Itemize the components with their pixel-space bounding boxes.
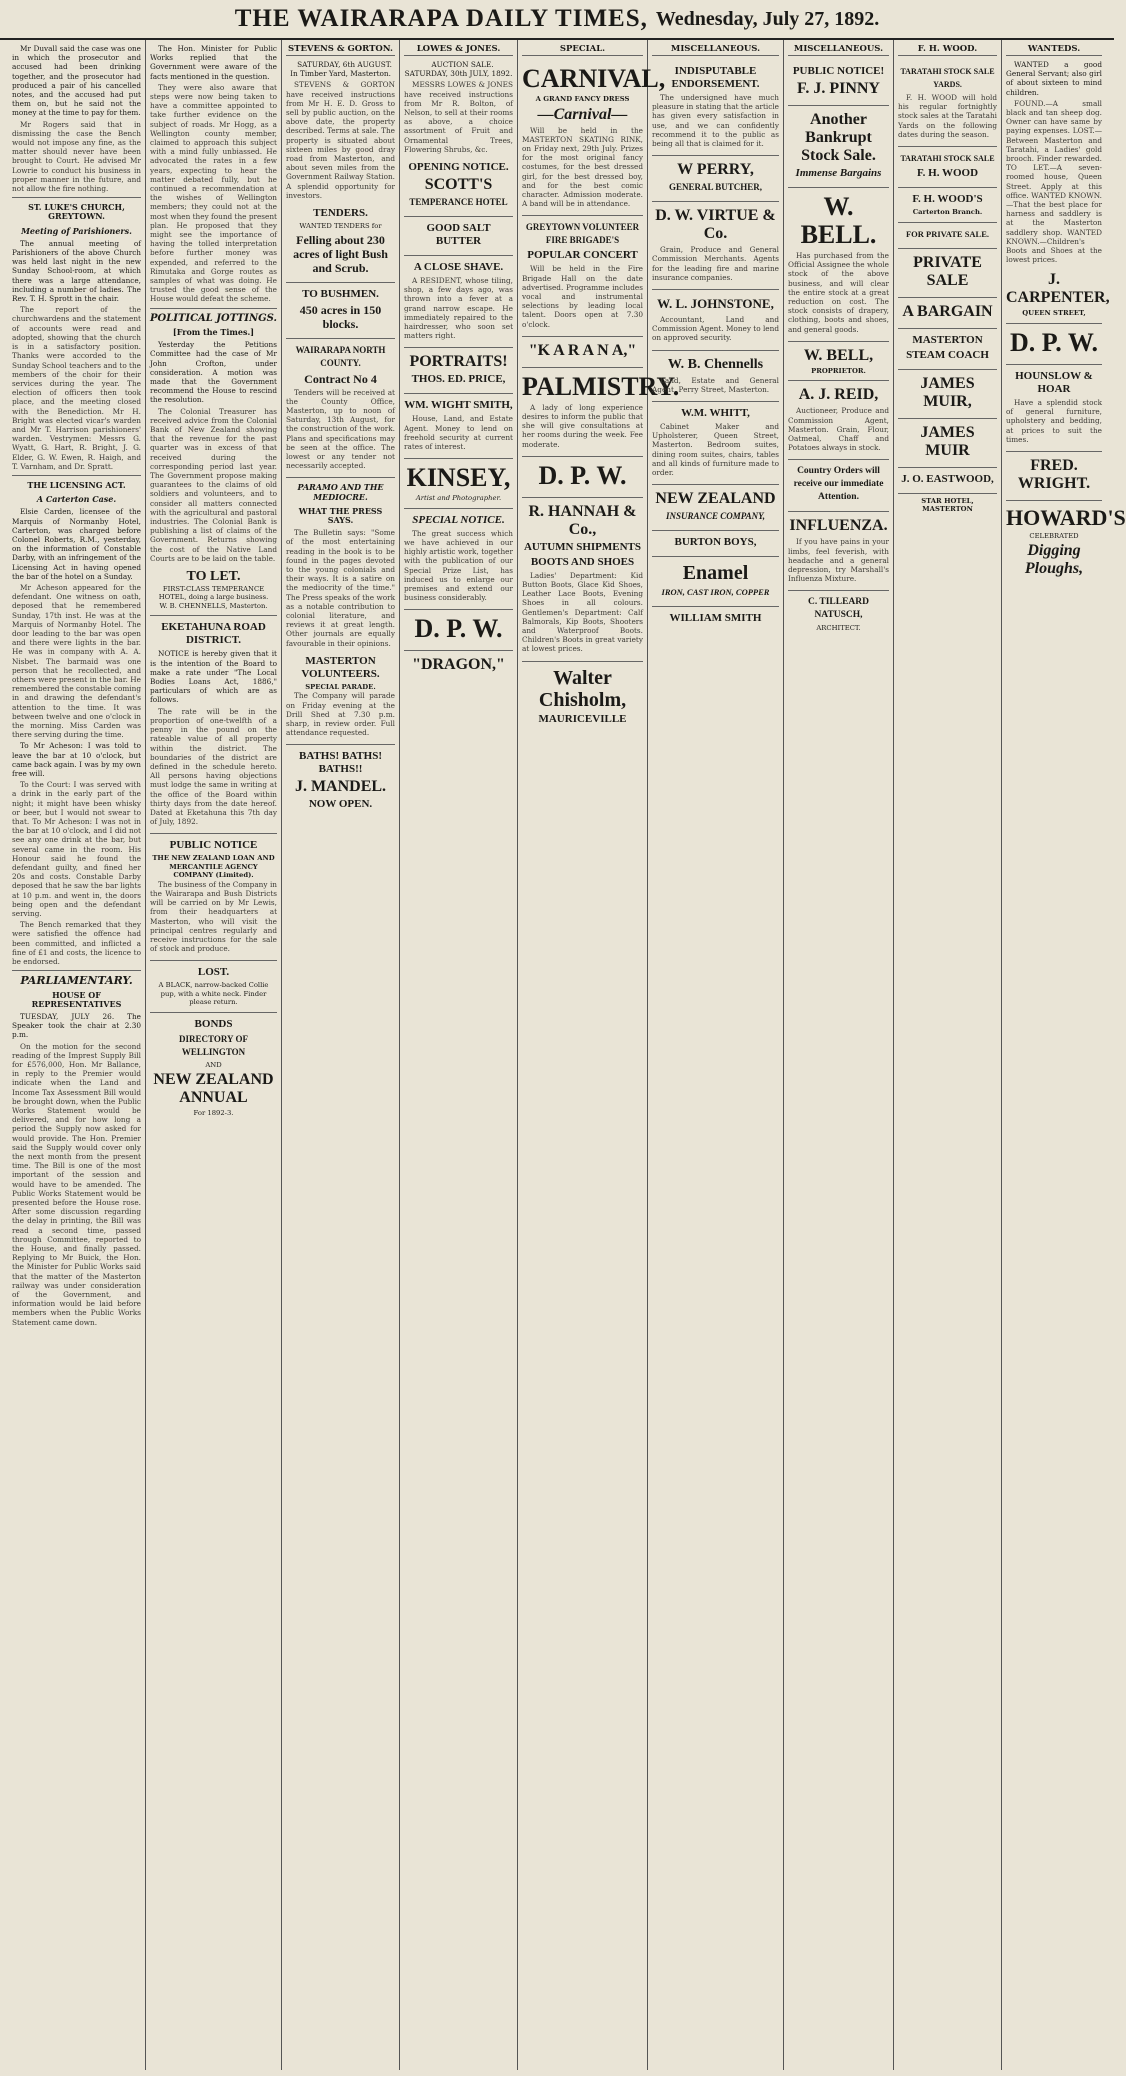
advert-text: THE NEW ZEALAND LOAN AND MERCANTILE AGENCY COMPANY (Limited).: [152, 854, 275, 880]
advert-heading: PORTRAITS!: [409, 353, 508, 371]
advert-text: BOOTS AND SHOES: [530, 555, 635, 568]
advert-text: WANTED TENDERS for: [299, 222, 382, 231]
advert-directory: [150, 1013, 277, 1123]
article-heading: PARAMO AND THE MEDIOCRE.: [297, 482, 384, 502]
advert-heading: W.M. WHITT,: [681, 407, 750, 420]
advert-to-let: [150, 565, 277, 617]
column-heading: F. H. WOOD.: [898, 44, 997, 56]
advert-nz-insurance: [652, 485, 779, 531]
advert-heading: TO LET.: [186, 568, 241, 584]
advert-text: ARCHITECT.: [816, 624, 861, 633]
advert-heading: BONDS: [194, 1017, 233, 1030]
masthead-date: Wednesday, July 27, 1892.: [655, 7, 880, 30]
advert-text: F. H. WOOD: [916, 167, 979, 180]
advert-heading: A. J. REID,: [798, 386, 879, 404]
advert-text: TEMPERANCE HOTEL: [409, 197, 508, 208]
advert-heading: Country Orders will receive our immediate Attention.: [793, 466, 884, 503]
advert-muir-2: [898, 419, 997, 468]
columns: [8, 40, 1126, 2070]
article-subheading: HOUSE OF REPRESENTATIVES: [31, 989, 122, 1009]
column-2: The Hon. Minister for Public Works replied that the Government were aware of the facts mentioned in the question. They were also aware that steps were now being taken to have a committee appointed to take further evidence on the subject of roads. Mr Hogg, as a Wellington county member, claimed to approach this subject with a mind fully unbiassed. He advocated the rates in a few years, expecting to hear the matter debated fully, but he continued a recommendation at the wishes of Wellington members; they could not at the most when they found the present plan. He proposed that they might see the importance of having the tolled interpretation before further money was expended, and referred to the Rimutaka and Gorge routes as samples of what was doing. He trusted the good sense of the House would defeat the scheme. POLITICAL JOTTINGS. [From the Times.] Yesterday the Petitions Committee had the case of Mr John Crofton, under consideration. A motion was made that the Government recommend the House to rescind the resolution. The Colonial Treasurer has received advice from the Colonial Bank of New Zealand showing that the revenue for the past quarter was in excess of that received during the corresponding period last year. The Government propose making guarantees to the claims of old soldiers and volunteers, and to consider all matters connected with the agricultural and pastoral industries. The Colonial Bank is publishing a list of claims of the Government. Returns showing the cost of the Native Land Courts are to be laid on the table. TO LET. FIRST-CLASS TEMPERANCE HOTEL, doing a large business. W. B. CHENNELLS, Masterton. EKETAHUNA ROAD DISTRICT. NOTICE is hereby given that it is the intention of the Board to make a rate under "The Local Bodies Loans Act, 1886," particulars of which are as follows. The rate will be in the proportion of one-twelfth of a penny in the pound on the rateable value of all property within the district. The boundaries of the district are defined in the schedule hereto. All persons having objections must lodge the same in writing at the office of the Board within thirty days from the date hereof. Dated at Eketahuna this 7th day of July, 1892. PUBLIC NOTICE THE NEW ZEALAND LOAN AND MERCANTILE AGENCY COMPANY (Limited). The business of the Company in the Wairarapa and Bush Districts will be carried on by Mr Lewis, from their headquarters at Masterton, who will visit the principal centres regularly and receive instructions for the sale of stock and produce. LOST. A BLACK, narrow-backed Collie pup, with a white neck. Finder please return. BONDS DIRECTORY OF WELLINGTON AND NEW ZEALAND ANNUAL For 1892-3.: [146, 40, 282, 2070]
article-heading: ST. LUKE'S CHURCH, GREYTOWN.: [28, 202, 125, 222]
advert-chisholm: [522, 662, 643, 733]
advert-heading: Walter Chisholm,: [538, 666, 627, 711]
article-subheading: A Carterton Case.: [36, 494, 117, 505]
advert-text: —Carnival—: [537, 105, 628, 123]
advert-butter: [404, 217, 513, 256]
advert-chennells: W. B. Chennells Land, Estate and General Agent, Perry Street, Masterton.: [652, 351, 779, 402]
advert-heading: Another Bankrupt Stock Sale.: [801, 111, 876, 164]
advert-heading: EKETAHUNA ROAD DISTRICT.: [161, 621, 266, 647]
column-heading: WANTEDS.: [1006, 44, 1102, 56]
advert-heading: J. O. EASTWOOD,: [901, 472, 994, 485]
advert-private-sale-1: [898, 223, 997, 249]
advert-heading: CARNIVAL,: [522, 64, 666, 93]
advert-dpw-2: [522, 457, 643, 498]
advert-influenza: INFLUENZA. If you have pains in your limbs, feel feverish, with headache and a general depression, try Marshall's Influenza Mixture.: [788, 512, 889, 591]
advert-text: Contract No 4: [304, 371, 377, 386]
advert-text: Immense Bargains: [795, 167, 882, 179]
masthead: [0, 0, 1114, 40]
advert-bargain: [898, 298, 997, 329]
advert-heading: BATHS! BATHS! BATHS!!: [298, 750, 383, 776]
advert-country-orders: [788, 460, 889, 512]
advert-text: F. J. PINNY: [797, 80, 880, 97]
advert-private-sale-2: [898, 249, 997, 298]
advert-county: WAIRARAPA NORTH COUNTY. Contract No 4 Tenders will be received at the County Office, Masterton, up to noon of Saturday, 13th August, for the construction of the work. Plans and specifications may be seen at the office. The lowest or any tender not necessarily accepted.: [286, 339, 395, 479]
article-heading: PARLIAMENTARY.: [20, 974, 133, 988]
advert-heading: W. L. JOHNSTONE,: [657, 296, 774, 312]
column-9: WANTEDS. WANTED a good General Servant; also girl of about sixteen to mind children. FOUND.—A small black and tan sheep dog. Owner can have same by paying expenses. LOST.—Between Masterton and Taratahi, a Ladies' gold brooch. Finder rewarded. TO LET.—A seven-roomed house, Queen Street. Apply at this office. WANTED KNOWN.—That the best place for harness and saddlery is at the Masterton saddlery shop. WANTED KNOWN.—Children's Boots and Shoes at the lowest prices. J. CARPENTER, QUEEN STREET, D. P. W. HOUNSLOW & HOAR Have a splendid stock of general furniture, upholstery and bedding, at prices to suit the times. FRED. WRIGHT. HOWARD'S CELEBRATED Digging Ploughs,: [1002, 40, 1106, 2070]
advert-wood-carterton: [898, 188, 997, 223]
advert-heading: WILLIAM SMITH: [669, 612, 762, 625]
article-body: Mr Rogers said that in dismissing the case the Bench would not impose any fine, as the matter should never have been brought to Court. He advised Mr Lowrie to conduct his business in proper manner in the future, and not allow the fire nothing.: [12, 119, 141, 194]
advert-eastwood: [898, 468, 997, 494]
advert-volunteers: MASTERTON VOLUNTEERS. SPECIAL PARADE. The Company will parade on Friday evening at the Drill Shed at 7.30 p.m. sharp, in review order. Full attendance requested.: [286, 650, 395, 746]
advert-scotts-hotel: [404, 156, 513, 217]
advert-text: Digging Ploughs,: [1024, 542, 1084, 578]
advert-endorsement: INDISPUTABLE ENDORSEMENT. The undersigned have much pleasure in stating that the article has given every satisfaction in use, and we can confidently recommend it to the public as being all that is claimed for it.: [652, 60, 779, 156]
advert-heading: KINSEY,: [406, 463, 511, 493]
advert-text: For 1892-3.: [193, 1109, 234, 1118]
advert-heading: GREYTOWN VOLUNTEER FIRE BRIGADE'S: [525, 222, 640, 246]
advert-text: NOTICE is hereby given that it is the intention of the Board to make a rate under "The Local Bodies Loans Act, 1886," particulars of which are as follows.: [150, 649, 277, 705]
advert-text: MAURICEVILLE: [538, 712, 627, 725]
advert-bell-proprietor: [788, 342, 889, 382]
advert-text: W. B. CHENNELLS, Masterton.: [159, 601, 268, 610]
advert-close-shave: A CLOSE SHAVE. A RESIDENT, whose tiling, shop, a few days ago, was thrown into a fever at a grand narrow escape. He immediately repaired to the hairdresser, who soon set matters right.: [404, 256, 513, 348]
advert-muir: [898, 370, 997, 419]
advert-text: Carterton Branch.: [912, 208, 983, 217]
advert-heading: MASTERTON VOLUNTEERS.: [301, 654, 380, 680]
advert-text: CELEBRATED: [1029, 531, 1079, 540]
advert-heading: D. P. W.: [414, 614, 503, 644]
advert-heading: INFLUENZA.: [789, 517, 888, 535]
advert-heading: TENDERS.: [313, 207, 368, 220]
advert-bushmen: [286, 283, 395, 339]
advert-dragon: [404, 651, 513, 681]
article-body: Elsie Carden, licensee of the Marquis of Normanby Hotel, Carterton, was charged before Colonel Roberts, R.M., yesterday, on the information of Constable Darby, with an infringement of the Licensing Act in having opened the bar of the hotel on a Sunday.: [12, 507, 141, 581]
advert-text: SPECIAL PARADE.: [305, 682, 376, 691]
advert-heading: Enamel: [682, 562, 749, 585]
advert-tenders: [286, 202, 395, 283]
column-3: STEVENS & GORTON. SATURDAY, 6th AUGUST. In Timber Yard, Masterton. STEVENS & GORTON have received instructions from Mr H. E. D. Gross to sell by public auction, on the above date, the property described. Terms at sale. The property is situated about sixteen miles by good dray road from Masterton, and about seven miles from the Government Railway Station. A splendid opportunity for investors. TENDERS. WANTED TENDERS for Felling about 230 acres of light Bush and Scrub. TO BUSHMEN. 450 acres in 150 blocks. WAIRARAPA NORTH COUNTY. Contract No 4 Tenders will be received at the County Office, Masterton, up to noon of Saturday, 13th August, for the construction of the work. Plans and specifications may be seen at the office. The lowest or any tender not necessarily accepted. PARAMO AND THE MEDIOCRE. WHAT THE PRESS SAYS. The Bulletin says: "Some of the most entertaining reading in the book is to be found in the pages devoted to the young colonials and their ways. It is a satire on the mediocrity of the time." The Press speaks of the work as a notable contribution to colonial literature, and reviews it at great length. Other journals are equally favourable in their opinions. MASTERTON VOLUNTEERS. SPECIAL PARADE. The Company will parade on Friday evening at the Drill Shed at 7.30 p.m. sharp, in review order. Full attendance requested. BATHS! BATHS! BATHS!! J. MANDEL. NOW OPEN.: [282, 40, 400, 2070]
column-7: [784, 40, 894, 2070]
advert-carnival: CARNIVAL, A GRAND FANCY DRESS —Carnival— Will be held in the MASTERTON SKATING RINK, on Friday next, 29th July. Prizes for the most original fancy costumes, for the best dressed girl, for the best dressed boy, and for the best comic character. Admission moderate. A band will be in attendance.: [522, 60, 643, 216]
advert-dpw-3: [1006, 324, 1102, 365]
advert-sale-yards: TARATAHI STOCK SALE YARDS. F. H. WOOD will hold his regular fortnightly stock sales at the Taratahi Yards on the following dates during the season.: [898, 60, 997, 147]
advert-heading: WAIRARAPA NORTH COUNTY.: [295, 344, 386, 368]
advert-text: A GRAND FANCY DRESS: [535, 95, 630, 103]
advert-bell: W. BELL. Has purchased from the Official Assignee the whole stock of the above business, and will clear the entire stock at a great reduction on cost. The stock consists of drapery, clothing, boots and shoes, and general goods.: [788, 188, 889, 342]
advert-enamel: [652, 557, 779, 607]
advert-text: 450 acres in 150 blocks.: [299, 302, 382, 331]
advert-heading: TARATAHI STOCK SALE: [900, 154, 995, 164]
advert-heading: JAMES MUIR,: [920, 374, 975, 410]
column-heading: MISCELLANEOUS.: [652, 44, 779, 56]
advert-hounslow: HOUNSLOW & HOAR Have a splendid stock of general furniture, upholstery and bedding, at prices to suit the times.: [1006, 365, 1102, 452]
article-heading: POLITICAL JOTTINGS.: [150, 312, 277, 324]
column-heading: STEVENS & GORTON.: [287, 44, 393, 54]
column-heading: MISCELLANEOUS.: [788, 44, 889, 56]
advert-heading: TARATAHI STOCK SALE YARDS.: [900, 67, 995, 89]
advert-text: FIRST-CLASS TEMPERANCE HOTEL, doing a large business.: [158, 584, 269, 602]
advert-johnstone: W. L. JOHNSTONE, Accountant, Land and Commission Agent. Money to lend on approved security.: [652, 290, 779, 351]
advert-special-notice: SPECIAL NOTICE. The great success which we have achieved in our highly artistic work, together with the publication of our Special Prize List, has induced us to enlarge our premises and extend our business considerably.: [404, 509, 513, 611]
advert-text: QUEEN STREET,: [1022, 309, 1086, 318]
advert-hannah: R. HANNAH & Co., AUTUMN SHIPMENTS BOOTS AND SHOES Ladies' Department: Kid Button Boots, Glace Kid Shoes, Leather Lace Boots, Evening Shoes in all colours. Gentlemen's Department: Calf Balmorals, Kip Boots, Shooters and Waterproof Boots. Children's Boots in great variety at lowest prices.: [522, 498, 643, 662]
article-subheading: Meeting of Parishioners.: [21, 225, 132, 236]
article-lead: Mr Duvall said the case was one in which the prosecutor and accused had been drinking together, and the prosecutor had produced a pair of his cancelled notes, and the accused had put them on, but he said not the money at the time to pay for them.: [12, 44, 141, 118]
advert-heading: J. CARPENTER,: [1006, 271, 1110, 307]
article-heading: THE LICENSING ACT.: [27, 479, 126, 490]
advert-william-smith: [652, 607, 779, 632]
advert-heading: HOUNSLOW & HOAR: [1015, 369, 1093, 395]
advert-text: IRON, CAST IRON, COPPER: [661, 587, 770, 598]
advert-heading: WM. WIGHT SMITH,: [404, 399, 513, 412]
column-6: [648, 40, 784, 2070]
advert-text: DIRECTORY OF WELLINGTON: [179, 1033, 248, 1057]
advert-whitt: W.M. WHITT, Cabinet Maker and Upholsterer, Queen Street, Masterton. Bedroom suites, dining room suites, chairs, tables and all kinds of furniture made to order.: [652, 402, 779, 485]
advert-text: PROPRIETOR.: [811, 366, 866, 375]
advert-text: THOS. ED. PRICE,: [411, 373, 506, 386]
advert-heading: "DRAGON,": [412, 656, 505, 674]
article-body: The annual meeting of Parishioners of the above Church was held last night in the new Sunday School-room, at which there was a large attendance, including a number of ladies. The Rev. T. H. Sprott in the chair.: [12, 238, 141, 304]
advert-text: A BLACK, narrow-backed Collie pup, with a white neck. Finder please return.: [158, 981, 269, 1007]
advert-heading: W. BELL,: [803, 346, 874, 364]
advert-heading: D. P. W.: [1010, 327, 1098, 357]
advert-lost: [150, 961, 277, 1013]
advert-text: AUCTION SALE. SATURDAY, 30th JULY, 1892.: [404, 60, 513, 79]
advert-heading: STAR HOTEL, MASTERTON: [921, 496, 974, 514]
advert-text: NOW OPEN.: [308, 798, 373, 811]
column-5: [518, 40, 680, 2070]
advert-heading: MASTERTON: [912, 333, 983, 346]
article-lead: The Hon. Minister for Public Works replied that the Government were aware of the facts mentioned in the question.: [150, 44, 277, 81]
advert-heading: R. HANNAH & Co.,: [528, 502, 637, 538]
article-subheading: WHAT THE PRESS SAYS.: [298, 505, 383, 525]
advert-text: Artist and Photographer.: [415, 494, 502, 503]
advert-road-district: EKETAHUNA ROAD DISTRICT. NOTICE is hereby given that it is the intention of the Board to make a rate under "The Local Bodies Loans Act, 1886," particulars of which are as follows. The rate will be in the proportion of one-twelfth of a penny in the pound on the rateable value of all property within the district. The boundaries of the district are defined in the schedule hereto. All persons having objections must lodge the same in writing at the office of the Board within thirty days from the date hereof. Dated at Eketahuna this 7th day of July, 1892.: [150, 616, 277, 834]
advert-portraits: [404, 348, 513, 394]
advert-text: Felling about 230 acres of light Bush and Scrub.: [293, 232, 388, 275]
article-subheading: [From the Times.]: [172, 326, 255, 337]
advert-perry: [652, 156, 779, 202]
advert-wight-smith: WM. WIGHT SMITH, House, Land, and Estate Agent. Money to lend on freehold security at current rates of interest.: [404, 394, 513, 459]
advert-text: J. MANDEL.: [294, 778, 387, 796]
advert-heading: BURTON BOYS,: [674, 536, 757, 549]
advert-star-hotel: [898, 494, 997, 519]
advert-heading: W PERRY,: [677, 161, 754, 179]
article-body: Yesterday the Petitions Committee had the case of Mr John Crofton, under consideration. A motion was made that the Government recommend the House to rescind the resolution.: [150, 340, 277, 405]
advert-carpenter: [1006, 266, 1110, 324]
advert-heading: HOWARD'S: [1006, 504, 1126, 530]
advert-heading: FOR PRIVATE SALE.: [905, 228, 990, 239]
advert-text: SCOTT'S: [424, 176, 493, 194]
advert-heading: D. P. W.: [538, 460, 627, 490]
advert-howards: [1006, 501, 1126, 586]
advert-heading: FRED. WRIGHT.: [1017, 456, 1091, 492]
advert-heading: PRIVATE SALE: [913, 253, 982, 289]
advert-heading: LOST.: [197, 966, 230, 979]
advert-heading: SPECIAL NOTICE.: [412, 513, 505, 526]
advert-dpw: [404, 610, 513, 651]
advert-text: GENERAL BUTCHER,: [668, 182, 763, 193]
advert-kinsey: [404, 459, 513, 509]
article-body: To Mr Acheson: I was told to leave the bar at 10 o'clock, but came back again. I was by my own free will.: [12, 741, 141, 779]
advert-heading: A CLOSE SHAVE.: [413, 261, 504, 274]
advert-heading: W. B. Chennells: [667, 356, 764, 372]
advert-fred-wright: [1006, 452, 1102, 501]
advert-heading: F. H. WOOD'S: [912, 193, 983, 206]
column-heading: LOWES & JONES.: [404, 44, 513, 56]
column-1: Mr Duvall said the case was one in which the prosecutor and accused had been drinking together, and the prosecutor had produced a pair of his cancelled notes, and the accused had put them on, but he said not the money at the time to pay for them. Mr Rogers said that in dismissing the case the Bench would not impose any fine, as the matter should never have been brought to Court. He advised Mr Lowrie to conduct his business in proper manner in the future, and not allow the fire nothing. ST. LUKE'S CHURCH, GREYTOWN. Meeting of Parishioners. The annual meeting of Parishioners of the above Church was held last night in the new Sunday School-room, at which there was a large attendance, including a number of ladies. The Rev. T. H. Sprott in the chair. The report of the churchwardens and the statement of accounts were read and adopted, showing that the church is in a satisfactory position. Thanks were accorded to the Sunday School teachers and to the members of the choir for their services during the year. The election of officers then took place, and the meeting closed with the Benediction. Mr H. Bright was elected vicar's warden and Mr T. Harrison parishioners' warden. Vestrymen: Messrs G. Wyatt, G. Hart, R. Bright, J. G. Elder, G. W. Ewen, R. Haigh, and T. Varnham, and Dr. Spratt. THE LICENSING ACT. A Carterton Case. Elsie Carden, licensee of the Marquis of Normanby Hotel, Carterton, was charged before Colonel Roberts, R.M., yesterday, on the information of Constable Darby, with an infringement of the Licensing Act in having opened the bar of the hotel on a Sunday. Mr Acheson appeared for the defendant. One witness on oath, deposed that he remembered Sunday, 17th inst. He was at the Marquis of Normanby Hotel. The door leading to the bar was open and there were lights in the bar. He was in company with A. A. Nisbet. The barmaid was one person that he recollected, and others were present in the bar. He remembered the constable coming in and drawing the defendant's attention to the time. It was between twelve and one o'clock in the morning. Miss Carden was there serving during the time. To Mr Acheson: I was told to leave the bar at 10 o'clock, but came back again. I was by my own free will. To the Court: I was served with a drink in the early part of the night; it might have been whisky or beer, but I would not swear to that. To Mr Acheson: I was not in the bar at 10 o'clock, and I did not see any one drink at the bar, but several came in the room. His Honour said he found the defendant guilty, and fined her 20s and costs. Constable Darby deposed that he saw the bar lights at 10 p.m. and went in, the doors being open and the defendant serving. The Bench remarked that they were satisfied the offence had been committed, and inflicted a fine of £1 and costs, the licence to be endorsed. PARLIAMENTARY. HOUSE OF REPRESENTATIVES TUESDAY, JULY 26. The Speaker took the chair at 2.30 p.m. On the motion for the second reading of the Imprest Supply Bill for £576,000, Hon. Mr Ballance, in reply to the Premier would indicate when the Land and Income Tax Assessment Bill would be brought down, when the Public Works Statement would be delivered, and for how long a period the Supply now asked for would provide. The Hon. Premier said the Supply would cover only the next month from the present time. The Bill is one of the most important of the session and would have to be amended. The Public Works Statement would be presented before the House rose. After some discussion regarding the delay in printing, the Bill was read a second time, passed through Committee, reported to the House, and finally passed. Replying to Mr Buick, the Hon. the Minister for Public Works said that the matter of the Masterton railway was under consideration of the Government, and information would be laid before members when the Public Works Statement came down.: [8, 40, 146, 2070]
advert-text: STEAM COACH: [906, 348, 989, 361]
column-heading: SPECIAL.: [522, 44, 643, 56]
advert-text: NEW ZEALAND ANNUAL: [153, 1071, 274, 1107]
advert-heading: C. TILLEARD NATUSCH,: [807, 597, 870, 621]
advert-heading: "K A R A N A,": [528, 341, 637, 359]
advert-baths: [286, 745, 395, 818]
advert-text: AUTUMN SHIPMENTS: [523, 540, 642, 553]
advert-palmistry: PALMISTRY. A lady of long experience desires to inform the public that she will give consultations at her rooms during the week. Fee moderate.: [522, 368, 643, 457]
advert-heading: OPENING NOTICE.: [408, 161, 509, 174]
advert-heading: TO BUSHMEN.: [302, 287, 379, 300]
advert-steam-coach: [898, 329, 997, 370]
article-body: TUESDAY, JULY 26. The Speaker took the chair at 2.30 p.m.: [12, 1011, 141, 1040]
advert-text: AND: [205, 1060, 222, 1069]
advert-heading: GOOD SALT BUTTER: [426, 222, 491, 248]
advert-heading: INDISPUTABLE ENDORSEMENT.: [671, 65, 760, 90]
advert-heading: PUBLIC NOTICE!: [792, 65, 885, 77]
advert-pinny: [788, 60, 889, 106]
advert-text: SATURDAY, 6th AUGUST. In Timber Yard, Masterton.: [290, 60, 392, 79]
advert-fire-brigade: GREYTOWN VOLUNTEER FIRE BRIGADE'S POPULAR CONCERT Will be held in the Fire Brigade Hall on the date advertised. Programme includes vocal and instrumental selections by leading local talent. Doors open at 7.30 o'clock.: [522, 216, 643, 336]
advert-text: WANTED a good General Servant; also girl of about sixteen to mind children.: [1006, 60, 1102, 97]
advert-heading: A BARGAIN: [902, 302, 993, 320]
advert-public-notice: PUBLIC NOTICE THE NEW ZEALAND LOAN AND MERCANTILE AGENCY COMPANY (Limited). The business of the Company in the Wairarapa and Bush Districts will be carried on by Mr Lewis, from their headquarters at Masterton, who will visit the principal centres regularly and receive instructions for the sale of stock and produce.: [150, 834, 277, 961]
advert-text: INSURANCE COMPANY,: [665, 511, 766, 522]
advert-taratahi: [898, 147, 997, 188]
column-8: [894, 40, 1002, 2070]
advert-reid: A. J. REID, Auctioneer, Produce and Commission Agent, Masterton. Grain, Flour, Oatmeal, Chaff and Potatoes always in stock.: [788, 381, 889, 460]
advert-text: POPULAR CONCERT: [527, 249, 638, 262]
advert-virtue: D. W. VIRTUE & Co. Grain, Produce and General Commission Merchants. Agents for the leading fire and marine insurance companies.: [652, 202, 779, 290]
advert-bankrupt: [788, 106, 889, 188]
advert-heading: D. W. VIRTUE & Co.: [655, 207, 776, 243]
advert-heading: PALMISTRY.: [522, 371, 680, 401]
advert-heading: NEW ZEALAND: [655, 490, 776, 508]
advert-burton: [652, 531, 779, 557]
advert-heading: PUBLIC NOTICE: [169, 839, 258, 852]
column-4: LOWES & JONES. AUCTION SALE. SATURDAY, 30th JULY, 1892. MESSRS LOWES & JONES have received instructions from Mr R. Bolton, of Nelson, to sell at their rooms as above, a choice assortment of Fruit and Ornamental Trees, Flowering Shrubs, &c. OPENING NOTICE. SCOTT'S TEMPERANCE HOTEL GOOD SALT BUTTER A CLOSE SHAVE. A RESIDENT, whose tiling, shop, a few days ago, was thrown into a fever at a grand narrow escape. He immediately repaired to the hairdresser, who soon set matters right. PORTRAITS! THOS. ED. PRICE, WM. WIGHT SMITH, House, Land, and Estate Agent. Money to lend on freehold security at current rates of interest. KINSEY, Artist and Photographer. SPECIAL NOTICE. The great success which we have achieved in our highly artistic work, together with the publication of our Special Prize List, has induced us to enlarge our premises and extend our business considerably. D. P. W. "DRAGON,": [400, 40, 518, 2070]
advert-karana: [522, 337, 643, 368]
advert-natusch: [788, 591, 889, 638]
masthead-title: THE WAIRARAPA DAILY TIMES,: [234, 5, 648, 32]
advert-heading: JAMES MUIR: [920, 423, 975, 459]
advert-heading: W. BELL.: [800, 192, 877, 249]
